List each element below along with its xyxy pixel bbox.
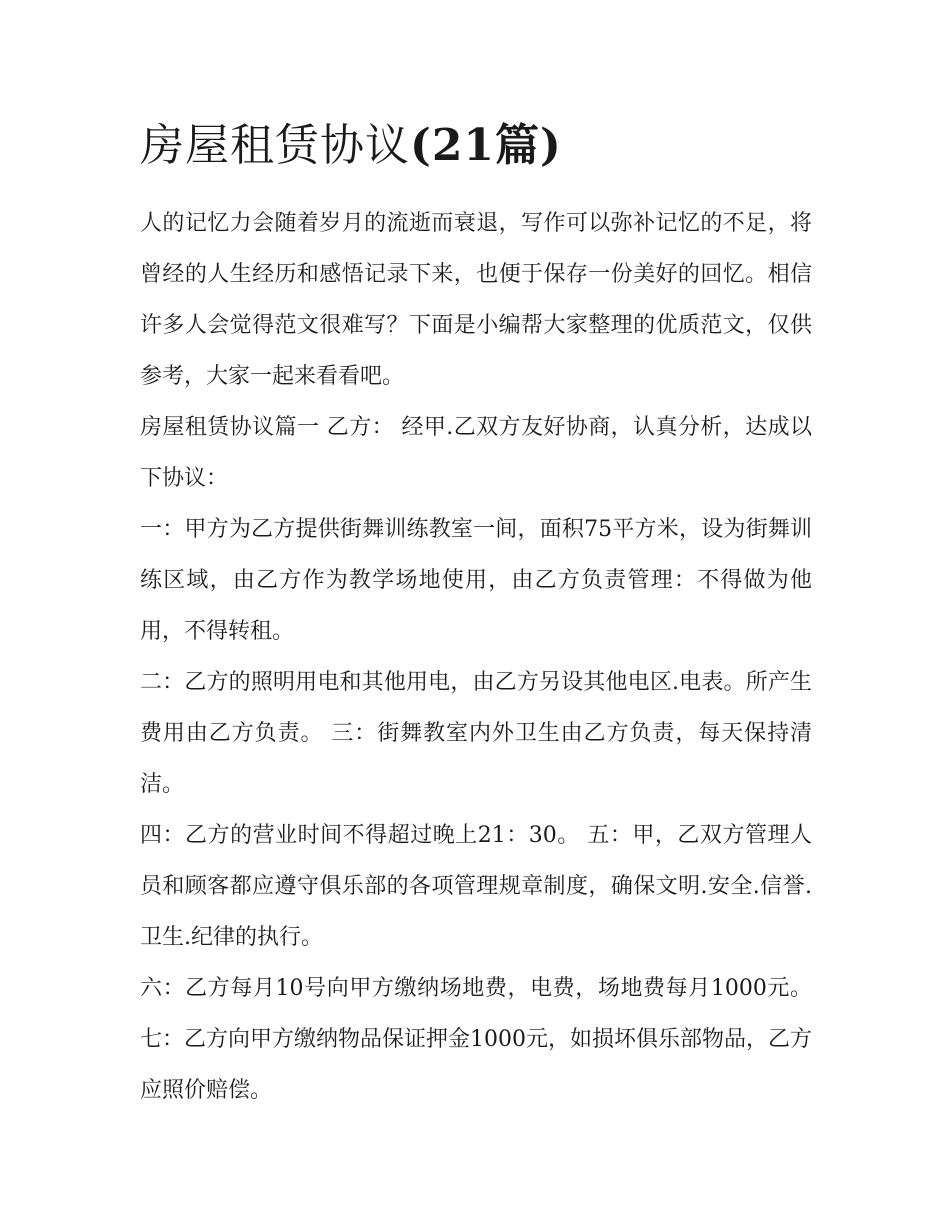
clause-paragraph: 四：乙方的营业时间不得超过晚上21：30。 五：甲，乙双方管理人员和顾客都应遵守俱乐部的各项管理规章制度，确保文明.安全.信誉.卫生.纪律的执行。 xyxy=(140,823,812,950)
clause-paragraph: 一：甲方为乙方提供街舞训练教室一间，面积75平方米，设为街舞训练区域，由乙方作为教学场地使用，由乙方负责管理：不得做为他用，不得转租。 xyxy=(140,517,812,644)
document-body xyxy=(140,198,812,1116)
title-count: (21篇) xyxy=(410,120,562,171)
page-title xyxy=(140,116,562,176)
intro-paragraph: 人的记忆力会随着岁月的流逝而衰退，写作可以弥补记忆的不足，将曾经的人生经历和感悟记录下来，也便于保存一份美好的回忆。相信许多人会觉得范文很难写？下面是小编帮大家整理的优质范文，仅供参考，大家一起来看看吧。 xyxy=(140,211,812,389)
agreement-heading-paragraph: 房屋租赁协议篇一 乙方： 经甲.乙双方友好协商，认真分析，达成以下协议： xyxy=(140,415,812,491)
clause-paragraph: 二：乙方的照明用电和其他用电，由乙方另设其他电区.电表。所产生费用由乙方负责。 三：街舞教室内外卫生由乙方负责，每天保持清洁。 xyxy=(140,670,812,797)
clause-paragraph: 六：乙方每月10号向甲方缴纳场地费，电费，场地费每月1000元。 七：乙方向甲方缴纳物品保证押金1000元，如损坏俱乐部物品，乙方应照价赔偿。 xyxy=(140,976,812,1103)
title-main: 房屋租赁协议 xyxy=(140,120,410,171)
